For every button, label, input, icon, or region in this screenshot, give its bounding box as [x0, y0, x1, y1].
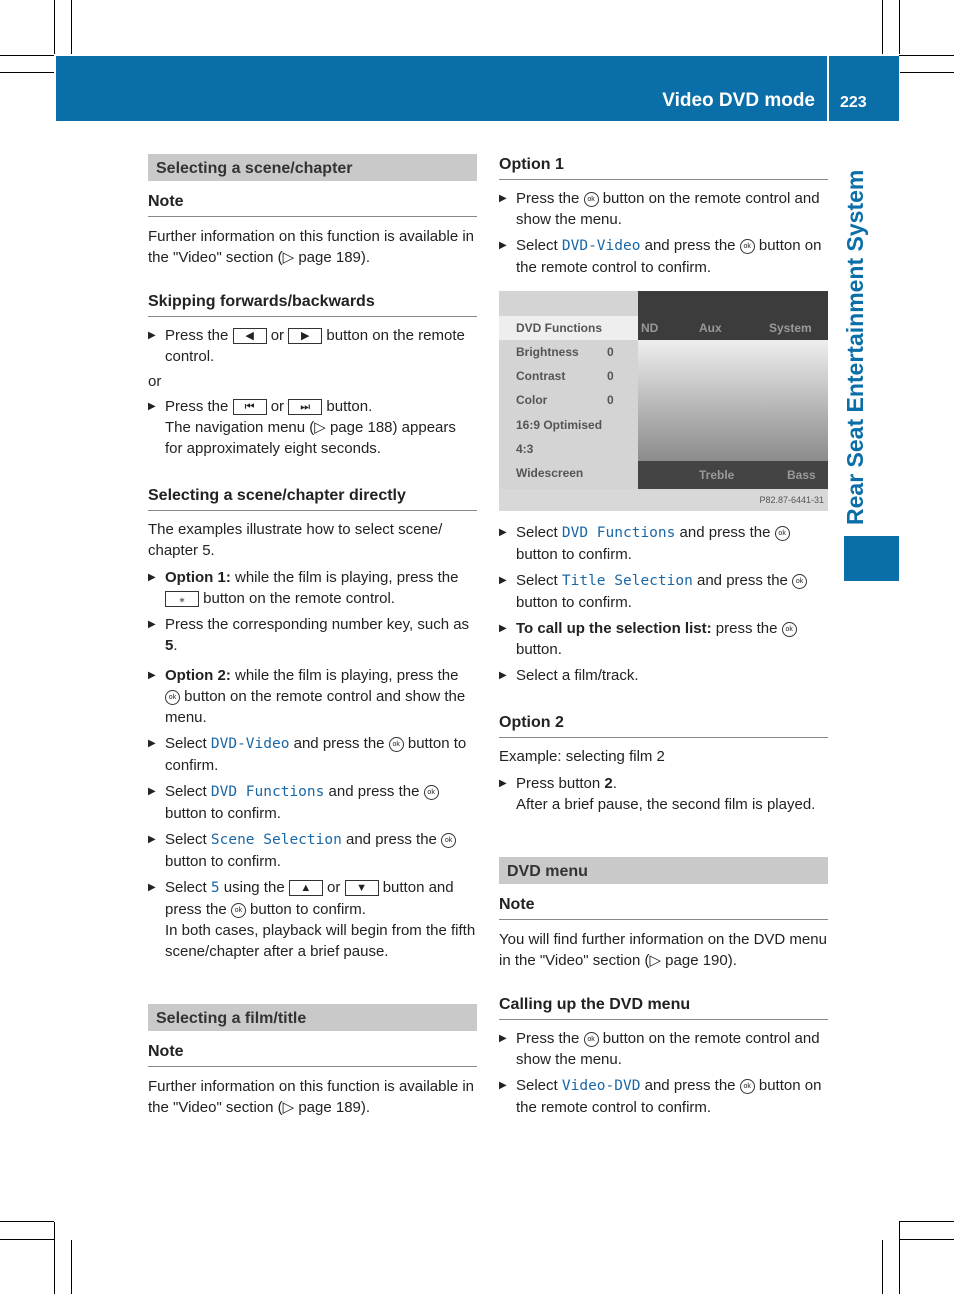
calling-heading: Calling up the DVD menu	[499, 994, 828, 1020]
menu-item: Contrast	[516, 369, 566, 383]
option1-heading: Option 1	[499, 154, 828, 180]
side-tab	[844, 536, 899, 581]
menu-item: DVD Functions	[516, 321, 602, 335]
note-heading: Note	[148, 1041, 477, 1067]
crop-mark	[71, 0, 72, 54]
list-item: ▶ Press the ok button on the remote control and show the menu.	[499, 1028, 828, 1070]
crop-mark	[899, 1221, 954, 1222]
ok-icon: ok	[775, 526, 790, 541]
menu-value: 0	[607, 345, 614, 359]
list-item: ▶ Press the ◀ or ▶ button on the remote control.	[148, 325, 477, 367]
back-key-icon: ◀	[233, 328, 267, 344]
skip-forward-icon: ⏭	[288, 399, 322, 415]
list-item: ▶ Select DVD Functions and press the ok button to confirm.	[148, 781, 477, 824]
crop-mark	[0, 55, 54, 56]
crop-mark	[54, 1222, 55, 1294]
skip-back-icon: ⏮	[233, 399, 267, 415]
right-column-bottom	[499, 522, 828, 1118]
crop-mark	[54, 0, 55, 54]
crop-mark	[899, 55, 954, 56]
ok-icon: ok	[782, 622, 797, 637]
list-item: ▶ Press the ⏮ or ⏭ button. The navigation menu (▷ page 188) appears for approximately eight seconds.	[148, 396, 477, 459]
crop-mark	[899, 0, 900, 54]
crop-mark	[0, 1239, 54, 1240]
section-heading: DVD menu	[499, 857, 828, 884]
section-label: Rear Seat Entertainment System	[842, 169, 868, 525]
crop-mark	[899, 1222, 900, 1294]
crop-mark	[71, 1240, 72, 1294]
menu-item: Brightness	[516, 345, 579, 359]
down-key-icon: ▼	[345, 880, 379, 896]
list-item: ▶ Option 2: while the film is playing, press the ok button on the remote control and show the menu.	[148, 665, 477, 728]
ok-icon: ok	[792, 574, 807, 589]
note-heading: Note	[499, 894, 828, 920]
list-item: ▶ Select a film/track.	[499, 665, 828, 686]
ok-icon: ok	[584, 192, 599, 207]
list-item: ▶ Option 1: while the film is playing, press the ⁎ button on the remote control.	[148, 567, 477, 609]
ok-icon: ok	[389, 737, 404, 752]
ok-icon: ok	[165, 690, 180, 705]
ok-icon: ok	[740, 1079, 755, 1094]
note-text: Further information on this function is available in the "Video" section (▷ page 189).	[148, 1078, 475, 1116]
section-heading: Selecting a scene/chapter	[148, 154, 477, 181]
tab-label: ND	[641, 321, 659, 335]
option2-heading: Option 2	[499, 712, 828, 738]
crop-mark	[0, 72, 54, 73]
list-item: ▶ To call up the selection list: press the ok button.	[499, 618, 828, 660]
direct-heading: Selecting a scene/chapter directly	[148, 485, 477, 511]
note-text: You will find further information on the DVD menu in the "Video" section (▷ page 190).	[499, 931, 827, 969]
crop-mark	[882, 1240, 883, 1294]
list-item: ▶ Select DVD Functions and press the ok button to confirm.	[499, 522, 828, 565]
menu-item: Color	[516, 393, 548, 407]
list-item: ▶ Select 5 using the ▲ or ▼ button and press the ok button to confirm. In both cases, playback will begin from the fifth scene/chapter after a brief pause.	[148, 877, 477, 962]
crop-mark	[900, 1239, 954, 1240]
bottom-label: Treble	[699, 468, 735, 482]
menu-item: Widescreen	[516, 466, 584, 480]
ok-icon: ok	[441, 833, 456, 848]
or-text: or	[148, 373, 162, 390]
list-item: ▶ Select Scene Selection and press the ok button to confirm.	[148, 829, 477, 872]
dvd-menu-screenshot	[499, 291, 828, 511]
tab-label: Aux	[699, 321, 722, 335]
page-title: Video DVD mode	[662, 90, 815, 111]
ok-icon: ok	[424, 785, 439, 800]
up-key-icon: ▲	[289, 880, 323, 896]
header-bar	[56, 56, 899, 121]
header-divider	[827, 56, 829, 121]
note-text: Further information on this function is available in the "Video" section (▷ page 189).	[148, 228, 475, 266]
ok-icon: ok	[231, 903, 246, 918]
crop-mark	[0, 1221, 54, 1222]
list-item: ▶ Press the ok button on the remote control and show the menu.	[499, 188, 828, 230]
list-item: ▶ Select Title Selection and press the ok button to confirm.	[499, 570, 828, 613]
right-column-top	[499, 154, 828, 278]
section-heading: Selecting a film/title	[148, 1004, 477, 1031]
list-item: ▶ Select DVD-Video and press the ok button to confirm.	[148, 733, 477, 776]
ok-icon: ok	[584, 1032, 599, 1047]
menu-item: 16:9 Optimised	[516, 418, 603, 432]
list-item: ▶ Press the corresponding number key, such as 5.	[148, 614, 477, 656]
menu-value: 0	[607, 369, 614, 383]
ok-icon: ok	[740, 239, 755, 254]
crop-mark	[900, 72, 954, 73]
menu-item: 4:3	[516, 442, 534, 456]
intro-text: Example: selecting film 2	[499, 748, 665, 765]
intro-text: The examples illustrate how to select scene/ chapter 5.	[148, 521, 443, 559]
forward-key-icon: ▶	[288, 328, 322, 344]
list-item: ▶ Select DVD-Video and press the ok button on the remote control to confirm.	[499, 235, 828, 278]
list-item: ▶ Press button 2. After a brief pause, the second film is played.	[499, 773, 828, 815]
menu-value: 0	[607, 393, 614, 407]
tab-label: System	[769, 321, 812, 335]
list-item: ▶ Select Video-DVD and press the ok button on the remote control to confirm.	[499, 1075, 828, 1118]
crop-mark	[882, 0, 883, 54]
page-number: 223	[840, 94, 867, 111]
figure-ref: P82.87-6441-31	[759, 495, 824, 505]
bottom-label: Bass	[787, 468, 816, 482]
asterisk-key-icon: ⁎	[165, 591, 199, 607]
skip-heading: Skipping forwards/backwards	[148, 291, 477, 317]
left-column	[148, 154, 477, 1118]
note-heading: Note	[148, 191, 477, 217]
